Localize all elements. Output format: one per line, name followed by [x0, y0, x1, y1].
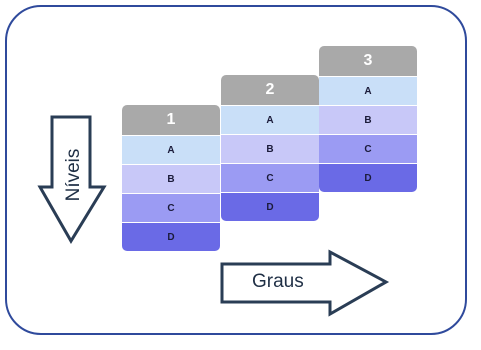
level-cell-c: C [221, 164, 319, 193]
column-header: 1 [122, 105, 220, 136]
level-cell-d: D [221, 193, 319, 221]
grades-label: Graus [252, 271, 304, 292]
level-cell-d: D [122, 223, 220, 251]
column-3 [319, 46, 417, 192]
column-2 [221, 75, 319, 221]
column-header: 3 [319, 46, 417, 77]
level-cell-c: C [319, 135, 417, 164]
level-cell-a: A [221, 106, 319, 135]
level-cell-b: B [122, 165, 220, 194]
levels-label: Níveis [63, 148, 84, 202]
level-cell-a: A [122, 136, 220, 165]
level-cell-c: C [122, 194, 220, 223]
level-cell-b: B [319, 106, 417, 135]
level-cell-a: A [319, 77, 417, 106]
column-header: 2 [221, 75, 319, 106]
column-1 [122, 105, 220, 251]
level-cell-d: D [319, 164, 417, 192]
right-arrow-icon [220, 250, 390, 318]
level-cell-b: B [221, 135, 319, 164]
